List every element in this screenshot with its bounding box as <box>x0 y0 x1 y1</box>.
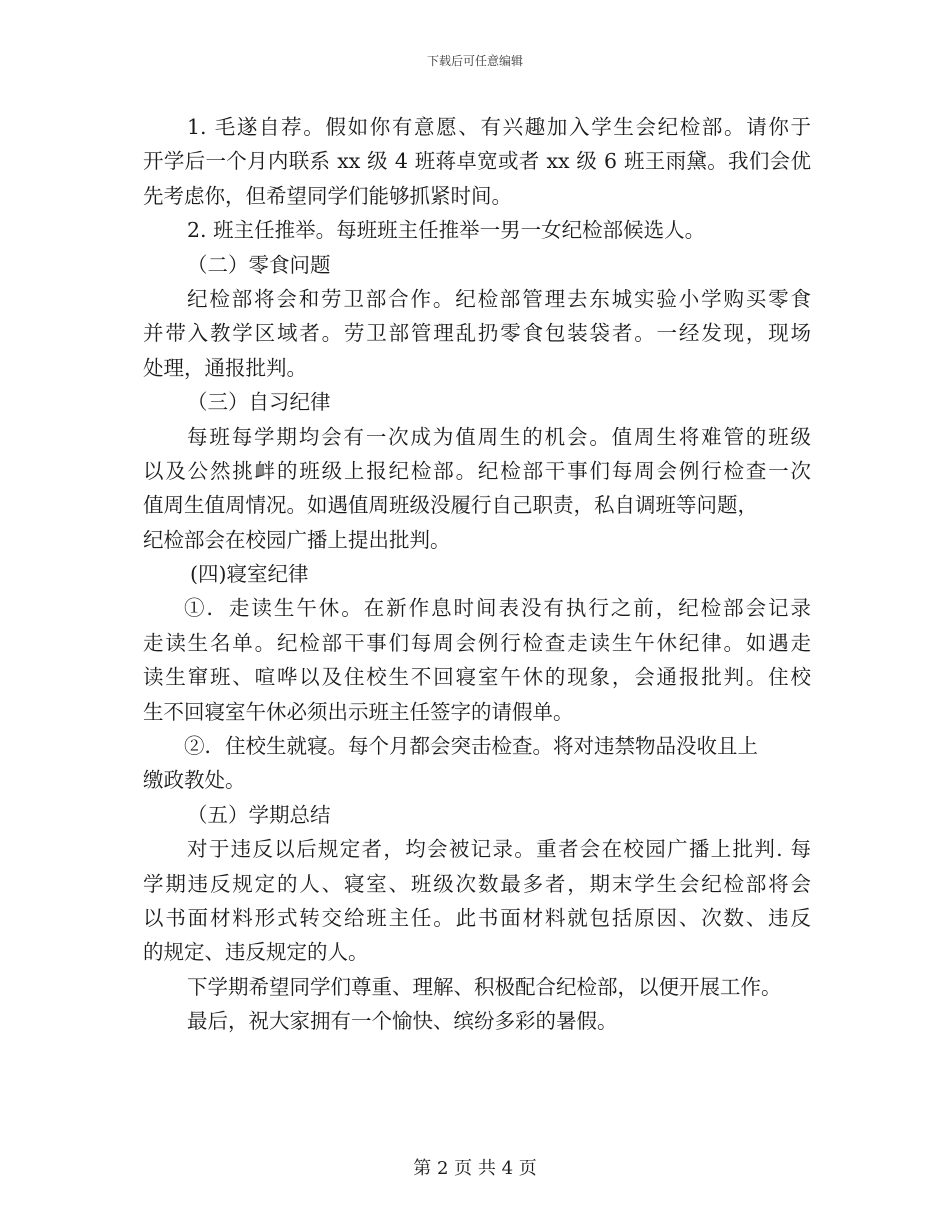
paragraph-line: ②．住校生就寝。每个月都会突击检查。将对违禁物品没收且上 <box>184 734 758 759</box>
paragraph-line: 以及公然挑衅的班级上报纪检部。纪检部干事们每周会例行检查一次 <box>143 458 811 483</box>
paragraph-line: 先考虑你，但希望同学们能够抓紧时间。 <box>143 183 512 208</box>
section-heading: （二）零食问题 <box>187 252 331 277</box>
paragraph-line: 纪检部将会和劳卫部合作。纪检部管理去东城实验小学购买零食 <box>187 286 811 311</box>
paragraph-line: 值周生值周情况。如遇值周班级没履行自己职责，私自调班等问题， <box>143 493 758 518</box>
page-header: 下载后可任意编辑 <box>426 54 523 68</box>
section-heading: （五）学期总结 <box>187 802 331 827</box>
paragraph-line: 2. 班主任推举。每班班主任推举一男一女纪检部候选人。 <box>187 218 706 243</box>
paragraph-line: 以书面材料形式转交给班主任。此书面材料就包括原因、次数、违反 <box>143 905 811 930</box>
paragraph-line: ①．走读生午休。在新作息时间表没有执行之前，纪检部会记录 <box>184 596 811 621</box>
paragraph-line: 读生窜班、喧哗以及住校生不回寝室午休的现象，会通报批判。住校 <box>143 665 811 690</box>
paragraph-line: 纪检部会在校园广播上提出批判。 <box>143 527 451 552</box>
paragraph-line: 缴政教处。 <box>143 768 246 793</box>
paragraph-line: 学期违反规定的人、寝室、班级次数最多者，期末学生会纪检部将会 <box>143 871 811 896</box>
paragraph-line: 开学后一个月内联系 xx 级 4 班蒋卓宽或者 xx 级 6 班王雨黛。我们会优 <box>143 149 811 174</box>
section-heading: (四)寝室纪律 <box>190 562 309 587</box>
paragraph-line: 1. 毛遂自荐。假如你有意愿、有兴趣加入学生会纪检部。请你于 <box>187 115 811 139</box>
paragraph-line: 走读生名单。纪检部干事们每周会例行检查走读生午休纪律。如遇走 <box>143 630 811 655</box>
paragraph-line: 并带入教学区域者。劳卫部管理乱扔零食包装袋者。一经发现，现场 <box>143 321 811 346</box>
paragraph-line: 下学期希望同学们尊重、理解、积极配合纪检部，以便开展工作。 <box>187 974 782 999</box>
page-footer: 第 2 页 共 4 页 <box>413 1158 537 1179</box>
paragraph-line: 每班每学期均会有一次成为值周生的机会。值周生将难管的班级 <box>187 424 811 449</box>
paragraph-line: 对于违反以后规定者，均会被记录。重者会在校园广播上批判. 每 <box>187 837 811 862</box>
paragraph-line: 处理，通报批判。 <box>143 355 307 380</box>
paragraph-line: 最后，祝大家拥有一个愉快、缤纷多彩的暑假。 <box>187 1009 618 1034</box>
section-heading: （三）自习纪律 <box>187 390 331 415</box>
paragraph-line: 生不回寝室午休必须出示班主任签字的请假单。 <box>143 699 574 724</box>
document-body <box>143 110 811 1039</box>
paragraph-line: 的规定、违反规定的人。 <box>143 940 369 965</box>
